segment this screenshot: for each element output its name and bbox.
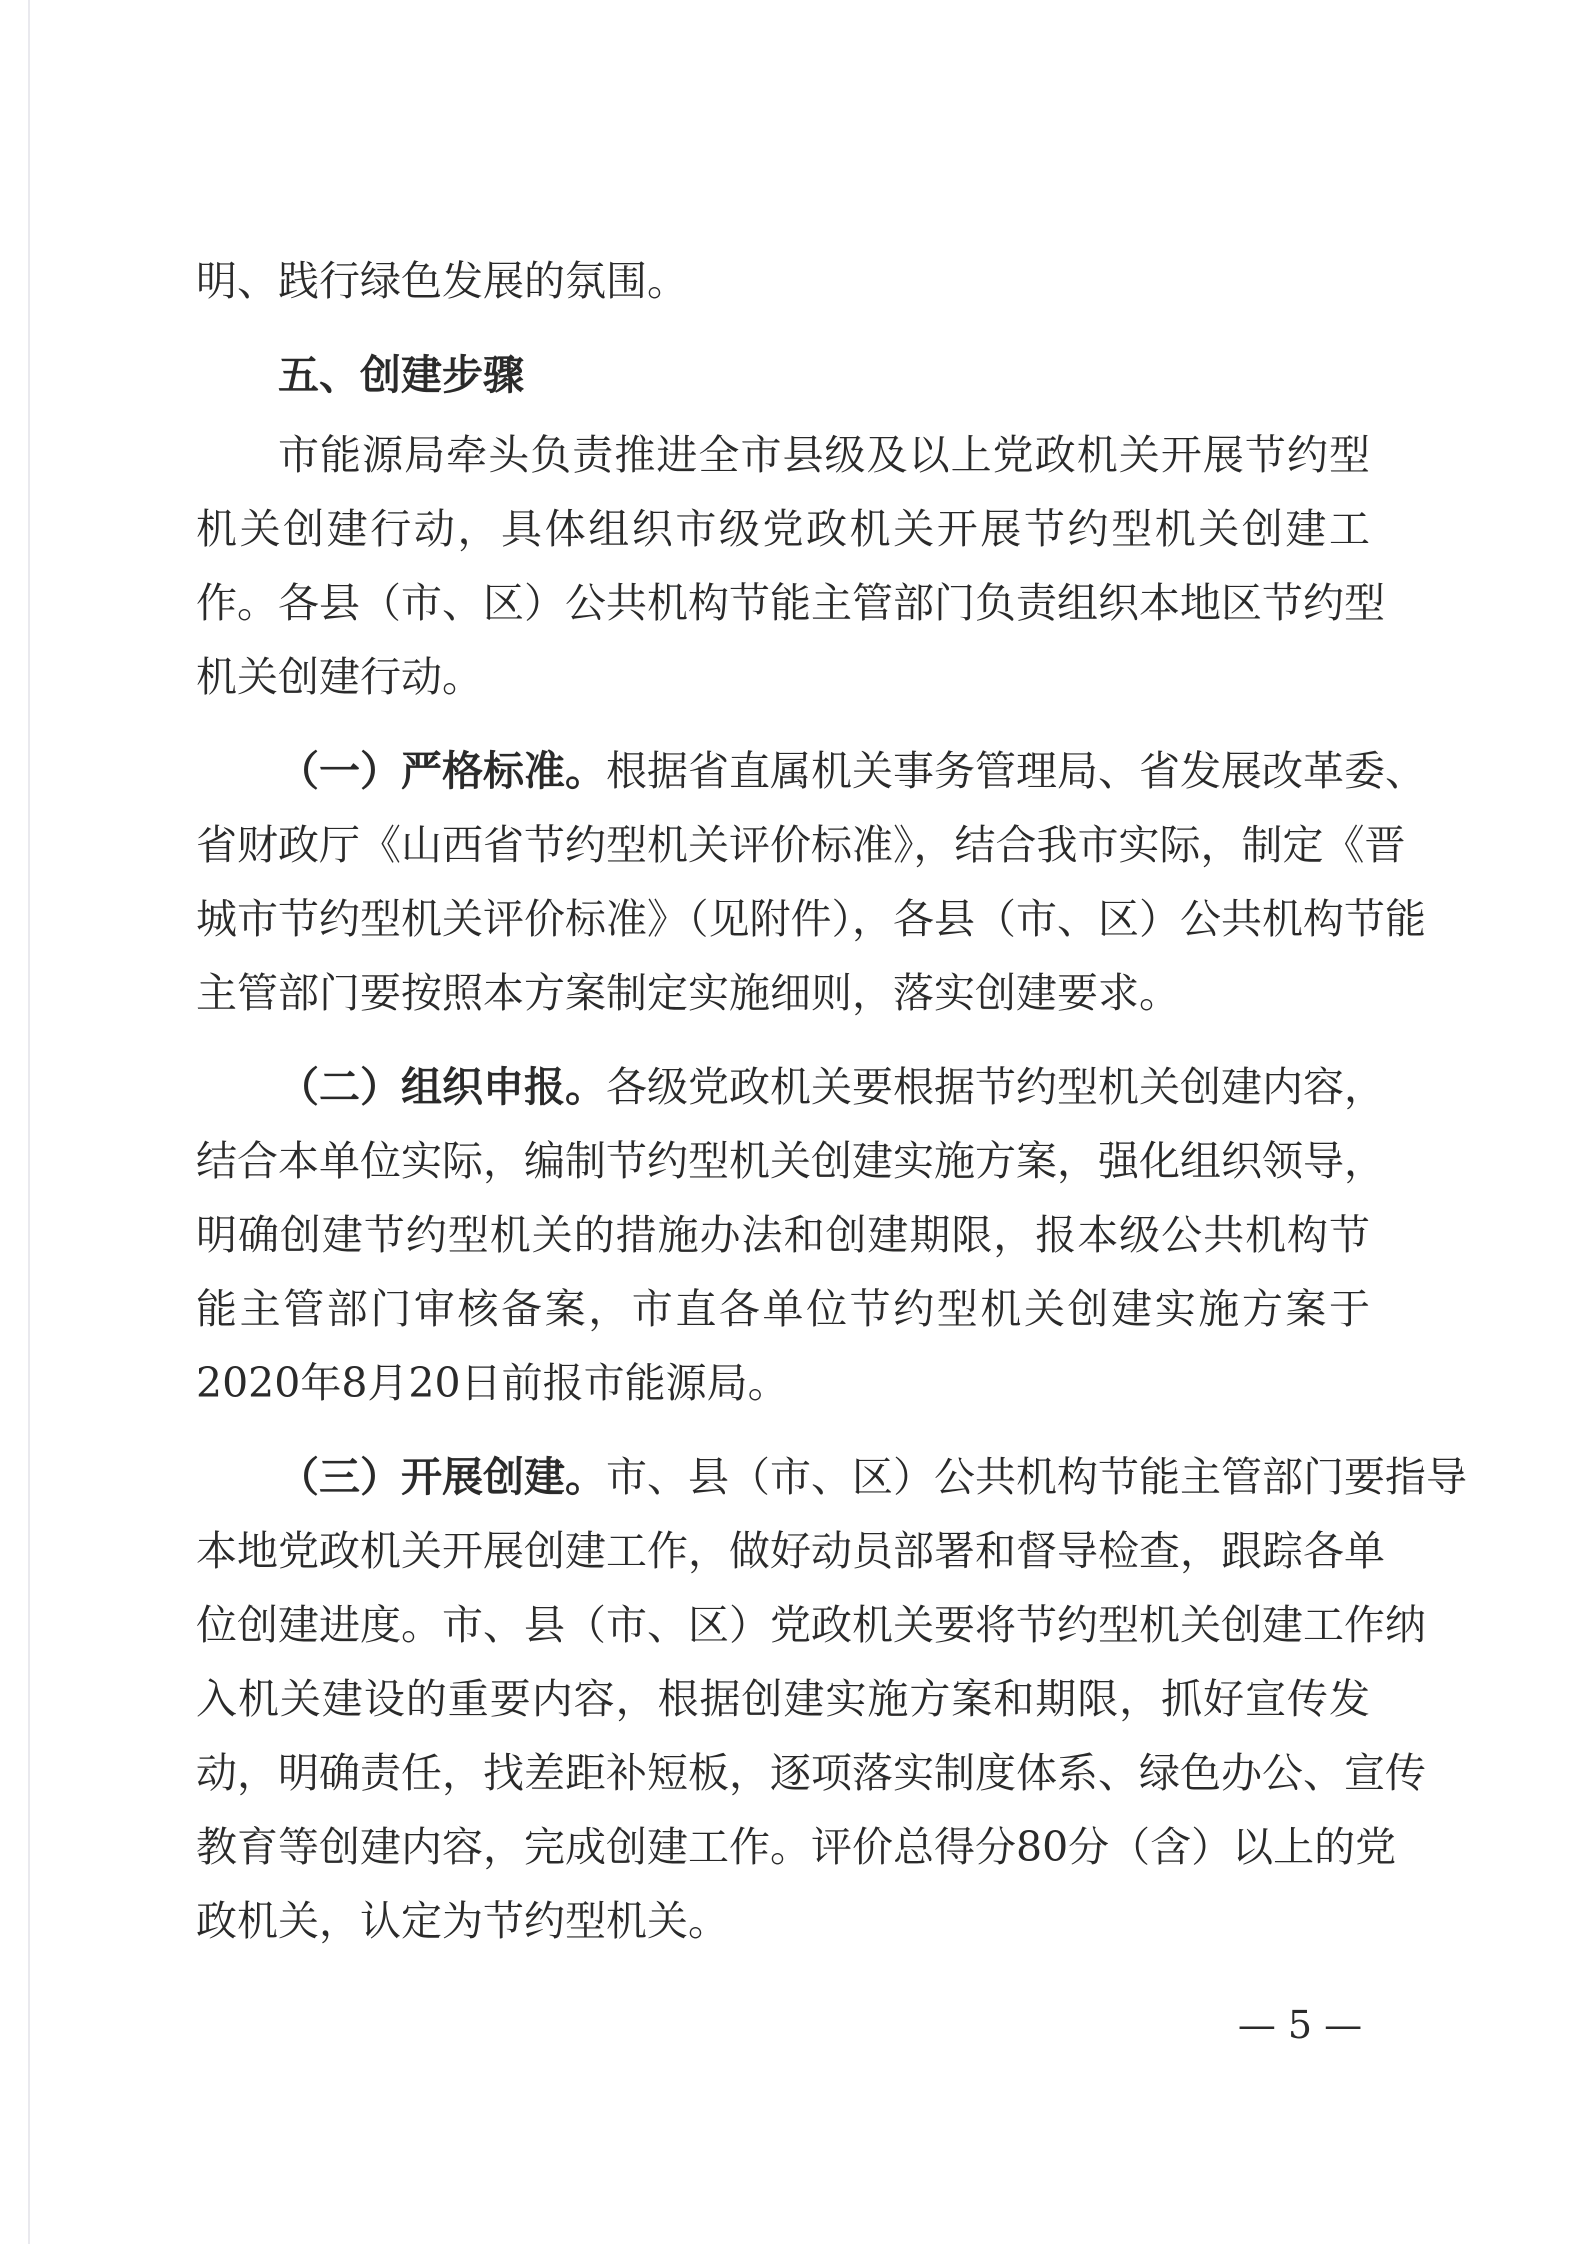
text-line: 城市节约型机关评价标准》（见附件），各县（市、区）公共机构节能 [196,895,1426,943]
text-line: 机关创建行动。 [196,653,483,701]
text-line: 2020年8月20日前报市能源局。 [196,1359,789,1407]
text-span: 各级党政机关要根据节约型机关创建内容， [606,1063,1385,1111]
text-line: 位创建进度。市、县（市、区）党政机关要将节约型机关创建工作纳 [196,1601,1426,1649]
paragraph-lead: （二）组织申报。 [278,1063,606,1111]
text-line: 市能源局牵头负责推进全市县级及以上党政机关开展节约型 [278,431,1370,479]
text-line: 明确创建节约型机关的措施办法和创建期限，报本级公共机构节 [196,1211,1370,1259]
document-body [196,244,1467,1958]
paragraph-intro [196,418,1385,714]
text-line: 政机关，认定为节约型机关。 [196,1897,729,1945]
text-line: 入机关建设的重要内容，根据创建实施方案和期限，抓好宣传发 [196,1675,1370,1723]
section-title: 五、创建步骤 [278,351,524,399]
paragraph-lead: （一）严格标准。 [278,747,606,795]
text-span: 市、县（市、区）公共机构节能主管部门要指导 [606,1453,1467,1501]
paragraph-continuation [196,244,1370,318]
text-line [196,1440,1467,1514]
text-line [196,734,1426,808]
text-line: 能主管部门审核备案，市直各单位节约型机关创建实施方案于 [196,1285,1370,1333]
text-line: 结合本单位实际，编制节约型机关创建实施方案，强化组织领导， [196,1137,1385,1185]
section-heading [196,338,1370,412]
text-line: 明、践行绿色发展的氛围。 [196,257,688,305]
text-line: 主管部门要按照本方案制定实施细则，落实创建要求。 [196,969,1180,1017]
page-edge-shadow [28,0,30,2244]
text-line: 本地党政机关开展创建工作，做好动员部署和督导检查，跟踪各单 [196,1527,1385,1575]
paragraph-carry-out-creation [196,1440,1467,1958]
text-line [196,1050,1385,1124]
text-line: 动，明确责任，找差距补短板，逐项落实制度体系、绿色办公、宣传 [196,1749,1426,1797]
page-number: — 5 — [1237,2003,1363,2047]
text-line: 作。各县（市、区）公共机构节能主管部门负责组织本地区节约型 [196,579,1385,627]
paragraph-organize-application [196,1050,1385,1420]
text-line: 教育等创建内容，完成创建工作。评价总得分80分（含）以上的党 [196,1823,1397,1871]
paragraph-strict-standards [196,734,1426,1030]
text-line: 机关创建行动，具体组织市级党政机关开展节约型机关创建工 [196,505,1370,553]
text-line: 省财政厅《山西省节约型机关评价标准》，结合我市实际，制定《晋 [196,821,1406,869]
text-span: 根据省直属机关事务管理局、省发展改革委、 [606,747,1426,795]
paragraph-lead: （三）开展创建。 [278,1453,606,1501]
